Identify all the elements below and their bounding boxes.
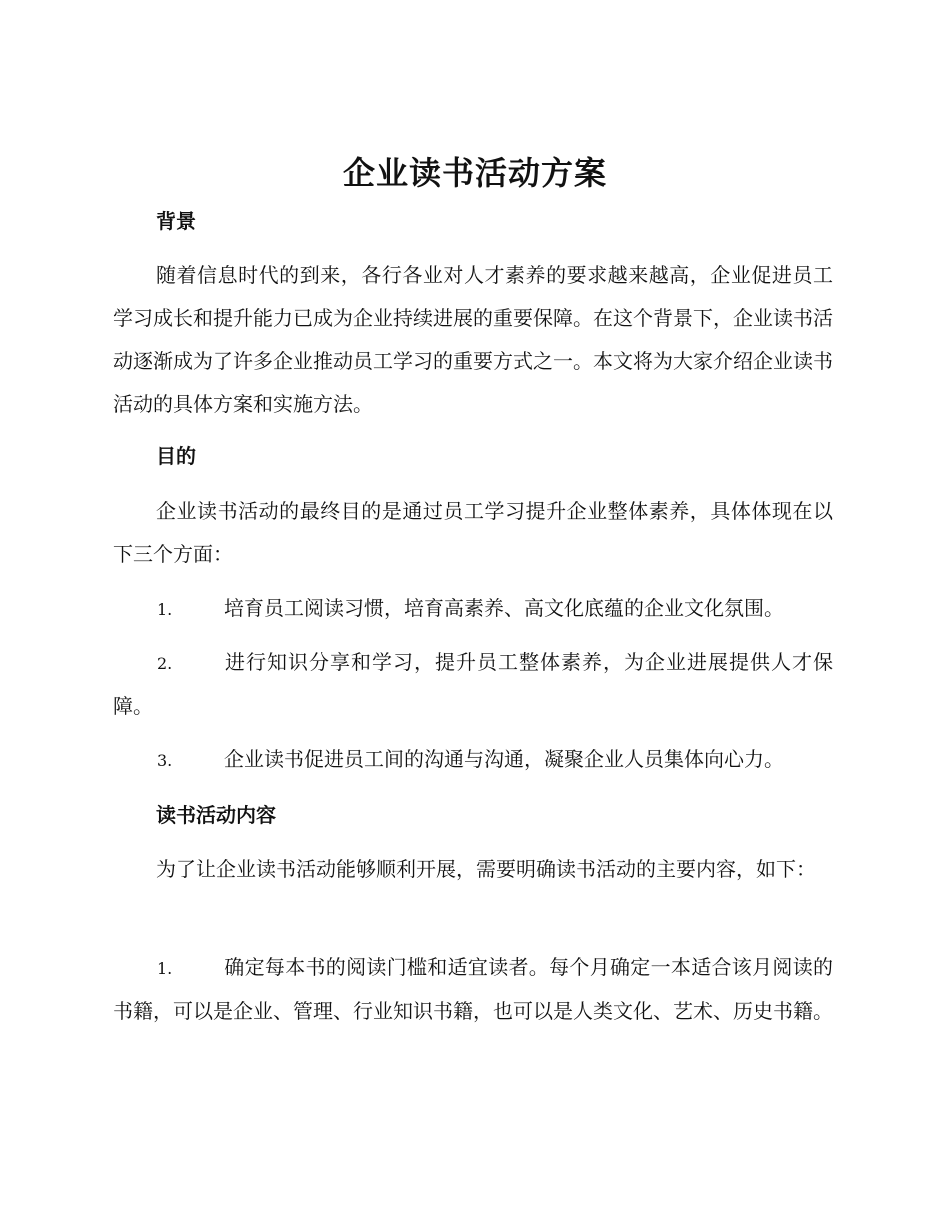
section-heading-purpose: 目的 xyxy=(156,444,196,468)
document-title: 企业读书活动方案 xyxy=(342,154,607,192)
purpose-paragraph: 企业读书活动的最终目的是通过员工学习提升企业整体素养，具体体现在以下三个方面： xyxy=(113,499,833,566)
list-number: 1. xyxy=(157,959,173,978)
list-number: 1. xyxy=(157,600,173,619)
list-item xyxy=(113,587,833,631)
list-item xyxy=(113,946,833,1033)
list-text: 培育员工阅读习惯，培育高素养、高文化底蕴的企业文化氛围。 xyxy=(224,596,784,620)
list-text: 进行知识分享和学习，提升员工整体素养，为企业进展提供人才保障。 xyxy=(113,650,833,718)
list-number: 2. xyxy=(157,654,173,673)
section-heading-background: 背景 xyxy=(156,209,196,233)
list-text: 确定每本书的阅读门槛和适宜读者。每个月确定一本适合该月阅读的书籍，可以是企业、管理、行业知识书籍，也可以是人类文化、艺术、历史书籍。 xyxy=(113,955,833,1023)
list-text: 企业读书促进员工间的沟通与沟通，凝聚企业人员集体向心力。 xyxy=(224,747,784,771)
list-item xyxy=(113,738,833,782)
section-heading-content: 读书活动内容 xyxy=(156,803,276,827)
content-paragraph: 为了让企业读书活动能够顺利开展，需要明确读书活动的主要内容，如下： xyxy=(156,857,816,881)
background-paragraph: 随着信息时代的到来，各行各业对人才素养的要求越来越高，企业促进员工学习成长和提升能力已成为企业持续进展的重要保障。在这个背景下，企业读书活动逐渐成为了许多企业推动员工学习的重要方式之一。本文将为大家介绍企业读书活动的具体方案和实施方法。 xyxy=(113,263,833,416)
list-number: 3. xyxy=(157,751,173,770)
list-item xyxy=(113,641,833,728)
